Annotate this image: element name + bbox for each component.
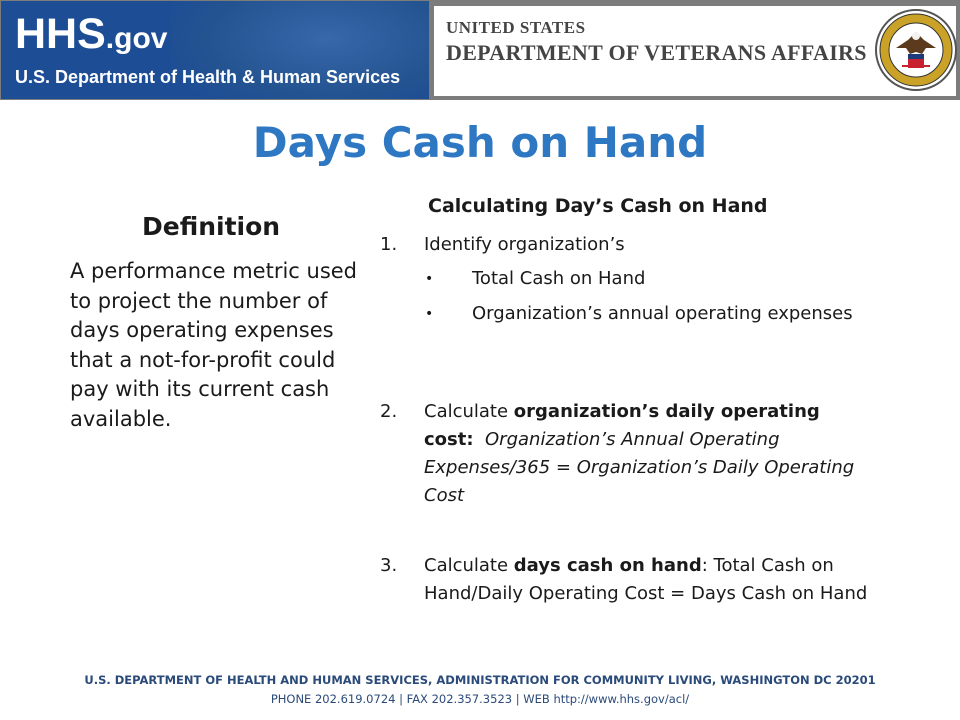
definition-body: A performance metric used to project the number of days operating expenses that a not-for-profit could pay with its current cash available.	[70, 259, 358, 431]
step-2-text	[424, 398, 894, 510]
step-2-number: 2.	[380, 401, 398, 422]
va-top-text: UNITED STATES	[446, 18, 586, 37]
bullet-icon: •	[425, 306, 434, 322]
va-main-text: DEPARTMENT OF VETERANS AFFAIRS	[446, 40, 867, 65]
va-logo-panel[interactable]	[434, 6, 956, 96]
step-3-bold: days cash on hand	[513, 555, 702, 576]
hhs-logo-text	[15, 10, 168, 58]
hhs-logo-dot: .gov	[105, 22, 168, 55]
bullet-icon: •	[425, 271, 434, 287]
header-banner	[0, 0, 960, 100]
hhs-subtitle: U.S. Department of Health & Human Services	[15, 67, 401, 87]
va-seal-icon	[874, 8, 958, 92]
step-1-number: 1.	[380, 234, 398, 255]
step-2-pre: Calculate	[424, 401, 514, 422]
step-3-number: 3.	[380, 555, 398, 576]
calculation-heading: Calculating Day’s Cash on Hand	[428, 195, 768, 217]
page-title: Days Cash on Hand	[252, 118, 708, 167]
step-1-text: Identify organization’s	[424, 234, 625, 255]
definition-heading: Definition	[142, 212, 281, 241]
step-2-formula: Organization’s Annual Operating Expenses/365 = Organization’s Daily Operating Cost	[424, 429, 855, 506]
step-2-bold: organization’s daily operating cost	[424, 401, 820, 450]
step-1-bullet-1: Total Cash on Hand	[472, 268, 646, 289]
footer-contact: PHONE 202.619.0724 | FAX 202.357.3523 | WEB http://www.hhs.gov/acl/	[270, 692, 690, 706]
step-2-colon: :	[466, 429, 474, 450]
step-3-rest: : Total Cash on Hand/Daily Operating Cost = Days Cash on Hand	[424, 555, 868, 604]
hhs-logo-panel[interactable]	[1, 1, 429, 99]
step-3-pre: Calculate	[424, 555, 514, 576]
step-3-text	[424, 552, 889, 608]
hhs-logo-main: HHS	[15, 10, 106, 58]
step-1-bullet-2: Organization’s annual operating expenses	[472, 303, 853, 324]
footer-address: U.S. DEPARTMENT OF HEALTH AND HUMAN SERVICES, ADMINISTRATION FOR COMMUNITY LIVING, WASHINGTON DC 20201	[84, 673, 876, 687]
